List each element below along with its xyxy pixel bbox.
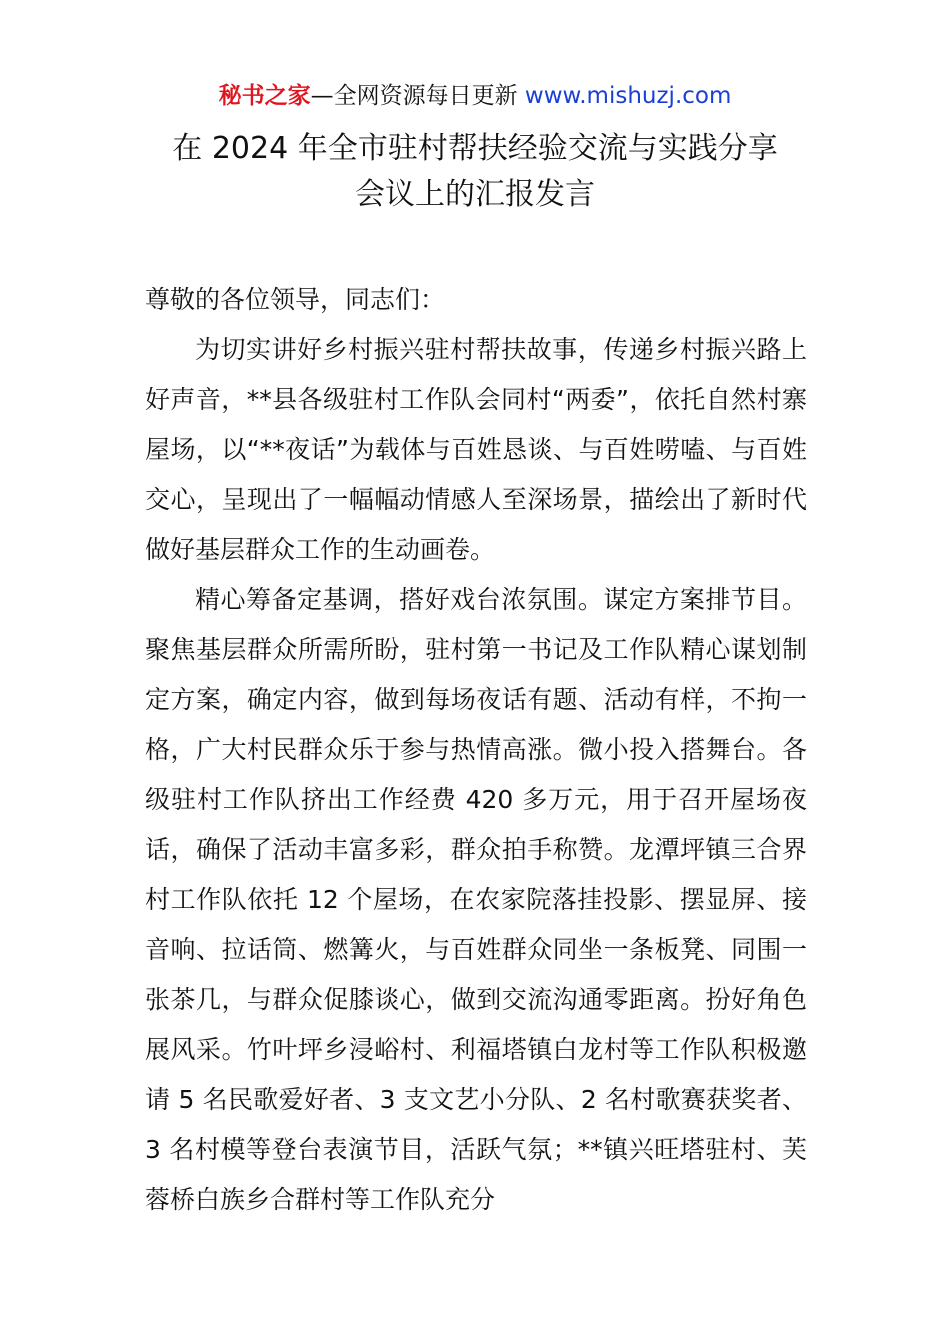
salutation: 尊敬的各位领导，同志们：: [145, 285, 446, 314]
body-paragraph-2: 精心筹备定基调，搭好戏台浓氛围。谋定方案排节目。聚焦基层群众所需所盼，驻村第一书记及工作队精心谋划制定方案，确定内容，做到每场夜话有题、活动有样，不拘一格，广大村民群众乐于参与热情高涨。微小投入搭舞台。各级驻村工作队挤出工作经费 420 多万元，用于召开屋场夜话，确保了活动丰富多彩，群众拍手称赞。龙潭坪镇三合界村工作队依托 12 个屋场，在农家院落挂投影、摆显屏、接音响、拉话筒、燃篝火，与百姓群众同坐一条板凳、同围一张茶几，与群众促膝谈心，做到交流沟通零距离。扮好角色展风采。竹叶坪乡浸峪村、利福塔镇白龙村等工作队积极邀请 5 名民歌爱好者、3 支文艺小分队、2 名村歌赛获奖者、3 名村模等登台表演节目，活跃气氛；**镇兴旺塔驻村、芙蓉桥白族乡合群村等工作队充分: [145, 585, 807, 1214]
site-slogan: —全网资源每日更新: [310, 83, 518, 109]
site-url-link[interactable]: www.mishuzj.com: [524, 83, 732, 109]
document-title-line-1: 在 2024 年全市驻村帮扶经验交流与实践分享: [172, 131, 778, 166]
site-header: [0, 80, 950, 112]
document-title-line-2: 会议上的汇报发言: [355, 177, 595, 212]
site-brand: 秘书之家: [218, 83, 311, 109]
document-title: [100, 126, 850, 218]
body-paragraph-1: 为切实讲好乡村振兴驻村帮扶故事，传递乡村振兴路上好声音，**县各级驻村工作队会同村“两委”，依托自然村寨屋场，以“**夜话”为载体与百姓恳谈、与百姓唠嗑、与百姓交心，呈现出了一幅幅动情感人至深场景，描绘出了新时代做好基层群众工作的生动画卷。: [145, 335, 807, 564]
document-body: [145, 275, 807, 1225]
